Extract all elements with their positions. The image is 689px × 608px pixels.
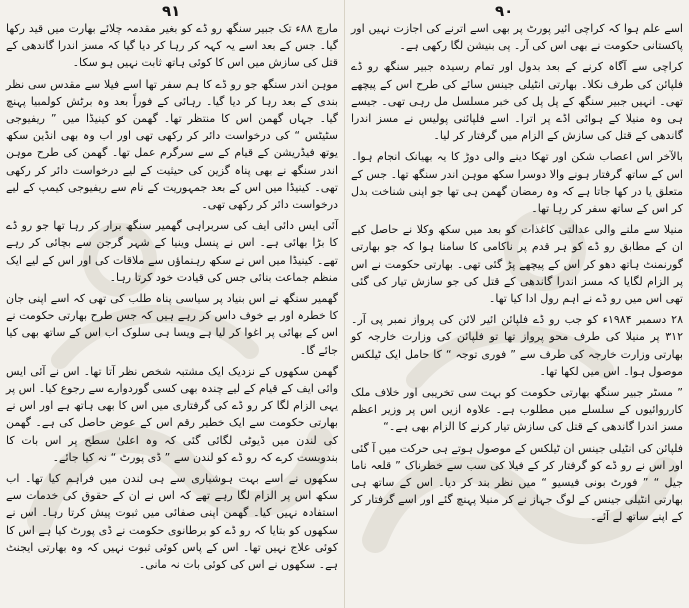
paragraph: ۲۸ دسمبر ۱۹۸۴ء کو جب رو ڈے فلپائن ائیر لائن کی پرواز نمبر پی آر۔ ۳۱۲ پر منیلا کی طرف محو پرواز تھا تو فلپائن کی وزارت خارجہ کو بھارتی وزارت خارجہ کی طرف سے ” فوری توجہ “ کا حامل ایک ٹیلکس موصول ہوا۔ اس میں لکھا تھا۔ <box>351 313 683 378</box>
paragraph: مارچ ۸۸ء تک جبیر سنگھ رو ڈے کو بغیر مقدمہ چلائے بھارت میں قید رکھا گیا۔ جس کے بعد اسے یہ کہہ کر رہا کر دیا گیا کہ مسز اندرا گاندھی کے قتل کی سازش میں اس کا کوئی ہاتھ ثابت نہیں ہو سکا۔ <box>6 22 338 70</box>
page-number: ۹۱ <box>162 2 181 20</box>
paragraph: گھمیر سنگھ نے اس بنیاد پر سیاسی پناہ طلب کی تھی کہ اسے اپنی جان کا خطرہ اور بے خوف داس کر رہے ہیں کہ جس طرح بھارتی حکومت نے اس کے بھائی پر اغوا کر لیا ہے ویسا ہی سلوک اب اس کے ساتھ بھی کیا جائے گا۔ <box>6 292 338 357</box>
paragraph: موہن اندر سنگھ جو رو ڈے کا ہم سفر تھا اسے فیلا سے مقدس سی نظر بندی کے بعد رہا کر دیا گیا۔ رہائی کے فوراً بعد وہ برٹش کولمبیا پہنچ گیا۔ جہاں گھمن اس کا منتظر تھا۔ گھمن کو کینیڈا میں ” ریفیوجی سٹیٹس “ کی درخواست دائر کر رکھی تھی اور اب وہ بھی انڈین سکھ یوتھ فیڈریشن کے قیام کے سے سرگرم عمل تھا۔ گھمن کی طرح موہن اندر سنگھ نے بھی پناہ گزین کی حیثیت کے لیے درخواست دائر کر رکھی تھی۔ کینیڈا میں اس کے بعد جمہوریت کے نام سے ریفیوجی کیمپ کے لیے درخواست دائر کر رکھی تھی۔ <box>6 77 338 212</box>
paragraph: کراچی سے آگاہ کرنے کے بعد بدول اور تمام رسیدہ جبیر سنگھ رو ڈے فلپائن کی طرف نکلا۔ بھارتی انٹیلی جینس سائے کی طرح اس کے پیچھے تھی۔ انہیں جبیر سنگھ کے پل پل کی خبر مسلسل مل رہی تھی۔ جیسے ہی وہ منیلا کے ہوائی اڈے پر اترا۔ اسے فلپائنی پولیس نے مسز اندرا گاندھی کے قتل کی سازش کے الزام میں گرفتار کر لیا۔ <box>351 60 683 143</box>
right-page <box>345 0 689 608</box>
paragraph: فلپائن کی انٹیلی جینس ان ٹیلکس کے موصول ہوتے ہی حرکت میں آ گئی اور اس نے رو ڈے کو گرفتار کر کے فیلا کی سب سے خطرناک ” قلعہ ناما جیل “ ” فورٹ بونی فیسیو “ میں نظر بند کر دیا۔ اس کے ساتھ ہی بھارتی انٹیلی جینس کے لوگ جہاز نے کر منیلا پہنچ گئے اور اسے گرفتار کر کے اپنے ساتھ لے آئے۔ <box>351 441 683 524</box>
paragraph: آئی ایس دائی ایف کی سربراہی گھمیر سنگھ برار کر رہا تھا جو رو ڈے کا بڑا بھائی ہے۔ اس نے پنسل وینیا کے شہر گرجن سے بچائی کر رہے تھے۔ کینیڈا میں اس نے سکھ رہنماؤں سے ملاقات کی اور اس کے لیے ایک منظم جماعت بنائی جس کی قیادت خود کرتا رہا۔ <box>6 219 338 284</box>
paragraph: بالآخر اس اعصاب شکن اور تھکا دینے والی دوڑ کا یہ بھیانک انجام ہوا۔ اس کے ساتھ گرفتار ہونے والا دوسرا سکھ موہن اندر سنگھ تھا۔ جس کے متعلق یا در کھا جاتا ہے کہ وہ رمضان گھمن ہی تھا جو اپنی شناخت بدل کر اس کے ساتھ سفر کر رہا تھا۔ <box>351 150 683 216</box>
paragraph: ” مسٹر جبیر سنگھ بھارتی حکومت کو بہت سی تخریبی اور خلاف ملک کارروائیوں کے سلسلے میں مطلوب ہے۔ علاوہ ازیں اس پر وزیر اعظم مسز اندرا گاندھی کے قتل کی سازش تیار کرنے کا الزام بھی ہے۔“ <box>351 386 683 434</box>
left-page <box>0 0 344 608</box>
page-text <box>6 20 338 604</box>
paragraph: اسے علم ہوا کہ کراچی ائیر پورٹ پر بھی اسے اترنے کی اجازت نہیں اور پاکستانی حکومت نے بھی اس کی آر۔ پی بنیشن لگا رکھی ہے۔ <box>351 22 683 53</box>
page-number: ۹۰ <box>495 2 514 20</box>
paragraph: منیلا سے ملنے والی عدالتی کاغذات کو بعد میں سکھ وکلا نے حاصل کیے ان کے مطابق رو ڈے کو ہر قدم پر ناکامی کا سامنا ہوا کہ جو بھارتی گورنمنٹ ہاتھ دھو کر اس کے پیچھے پڑ گئی تھی۔ بھارتی حکومت نے اس پر الزام لگایا کہ مسز اندرا گاندھی کے قتل کی جو سازش تیار کی گئی تھی اس میں رو ڈے نے اہم رول ادا کیا تھا۔ <box>351 223 683 306</box>
paragraph: گھمن سکھوں کے نزدیک ایک مشتبہ شخص نظر آتا تھا۔ اس نے آئی ایس وائی ایف کے قیام کے لیے چندہ بھی کسی گوردوارے سے رجوع کیا۔ اس پر یہی الزام لگا کر رو ڈے کی گرفتاری میں اس کا بھی ہاتھ ہے اور اس نے بھارتی حکومت سے ایک خطیر رقم اس کے عوض حاصل کی ہے۔ گھمن کی لندن میں ڈیوٹی لگائی گئی کہ وہ اعلیٰ سطح پر اس بات کا بندوبست کرے کہ رو ڈے کو لندن سے ” ڈی پورٹ “ نہ کیا جائے۔ <box>6 364 338 464</box>
paragraph: سکھوں نے اسے بہت ہوشیاری سے ہی لندن میں فراہم کیا تھا۔ اب سکھ اس پر الزام لگا رہے تھے کہ اس نے ان کے حقوق کی خدمات سے استفادہ نہیں کیا۔ گھمن اپنی صفائی میں ثبوت پیش کرتا رہا۔ اس نے سکھوں کو بتایا کہ رو ڈے کو برطانوی حکومت نے ڈی پورٹ کیا ہے اس کا کوئی علاج نہیں تھا۔ اس کے پاس کوئی ثبوت نہیں کہ وہ بھارتی ایجنٹ ہے۔ سکھوں نے اس کی کوئی بات نہ مانی۔ <box>6 472 338 572</box>
page-text <box>351 20 683 604</box>
